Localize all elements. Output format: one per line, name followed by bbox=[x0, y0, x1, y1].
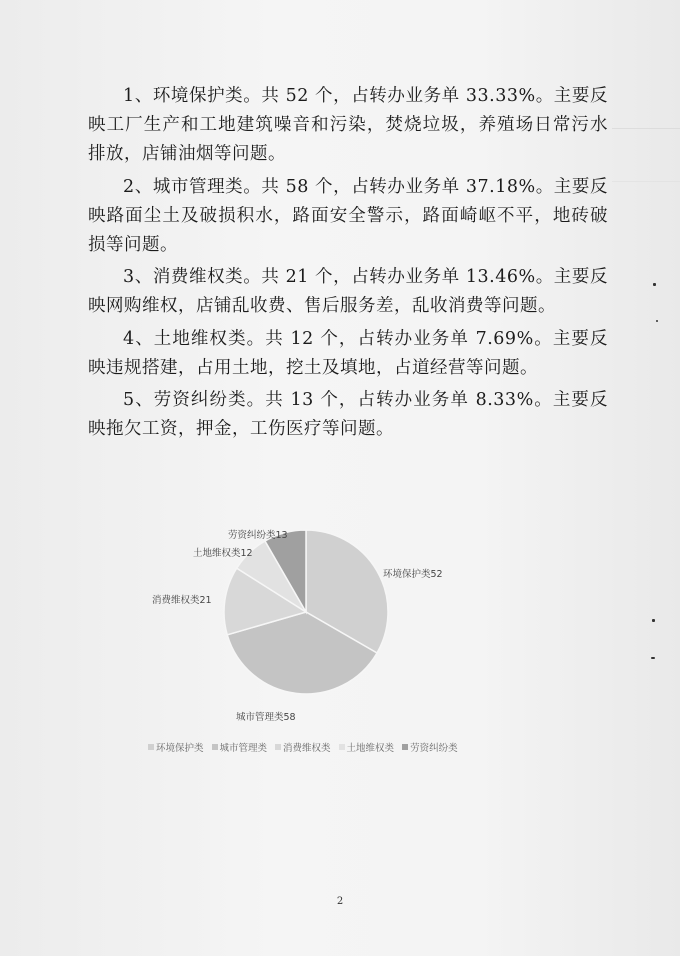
pie-data-label-2: 城市管理类58 bbox=[236, 712, 296, 723]
paragraph-environmental: 1、环境保护类。共 52 个，占转办业务单 33.33%。主要反映工厂生产和工地建筑噪音和污染，焚烧垃圾，养殖场日常污水排放，店铺油烟等问题。 bbox=[88, 86, 608, 165]
legend-item-5 bbox=[402, 740, 458, 754]
pie-chart-svg bbox=[140, 525, 470, 735]
bleed-through-marks bbox=[612, 128, 680, 182]
pie-data-label-1: 环境保护类52 bbox=[383, 569, 443, 580]
legend-swatch bbox=[148, 744, 154, 750]
paragraph-land-rights: 4、土地维权类。共 12 个，占转办业务单 7.69%。主要反映违规搭建，占用土地，挖土及填地，占道经营等问题。 bbox=[88, 328, 608, 378]
paragraph-labor-disputes: 5、劳资纠纷类。共 13 个，占转办业务单 8.33%。主要反映拖欠工资，押金，工伤医疗等问题。 bbox=[88, 390, 608, 440]
scan-mark bbox=[656, 320, 658, 322]
pie-data-label-3: 消费维权类21 bbox=[152, 595, 212, 606]
scan-mark bbox=[651, 657, 655, 659]
pie-data-label-4: 土地维权类12 bbox=[193, 548, 253, 559]
legend-label: 城市管理类 bbox=[219, 743, 268, 754]
legend-swatch bbox=[402, 744, 408, 750]
scan-mark bbox=[652, 619, 655, 622]
scan-mark bbox=[653, 283, 656, 286]
chart-legend bbox=[148, 740, 508, 754]
legend-item-3 bbox=[275, 740, 331, 754]
legend-label: 环境保护类 bbox=[156, 743, 204, 754]
legend-item-4 bbox=[339, 740, 395, 754]
legend-item-1 bbox=[148, 740, 204, 754]
pie-data-label-5: 劳资纠纷类13 bbox=[228, 530, 288, 541]
legend-swatch bbox=[275, 744, 281, 750]
paragraph-urban-management: 2、城市管理类。共 58 个，占转办业务单 37.18%。主要反映路面尘土及破损积水，路面安全警示，路面崎岖不平，地砖破损等问题。 bbox=[88, 176, 608, 256]
body-text bbox=[88, 82, 608, 447]
legend-label: 劳资纠纷类 bbox=[410, 743, 458, 754]
legend-swatch bbox=[339, 744, 345, 750]
paragraph-consumer-rights: 3、消费维权类。共 21 个，占转办业务单 13.46%。主要反映网购维权，店铺乱收费、售后服务差，乱收消费等问题。 bbox=[88, 267, 608, 317]
legend-swatch bbox=[212, 744, 218, 750]
legend-label: 土地维权类 bbox=[346, 743, 395, 754]
legend-label: 消费维权类 bbox=[283, 743, 331, 754]
legend-item-2 bbox=[212, 740, 268, 754]
pie-chart bbox=[140, 525, 470, 735]
page-number: 2 bbox=[336, 896, 344, 907]
